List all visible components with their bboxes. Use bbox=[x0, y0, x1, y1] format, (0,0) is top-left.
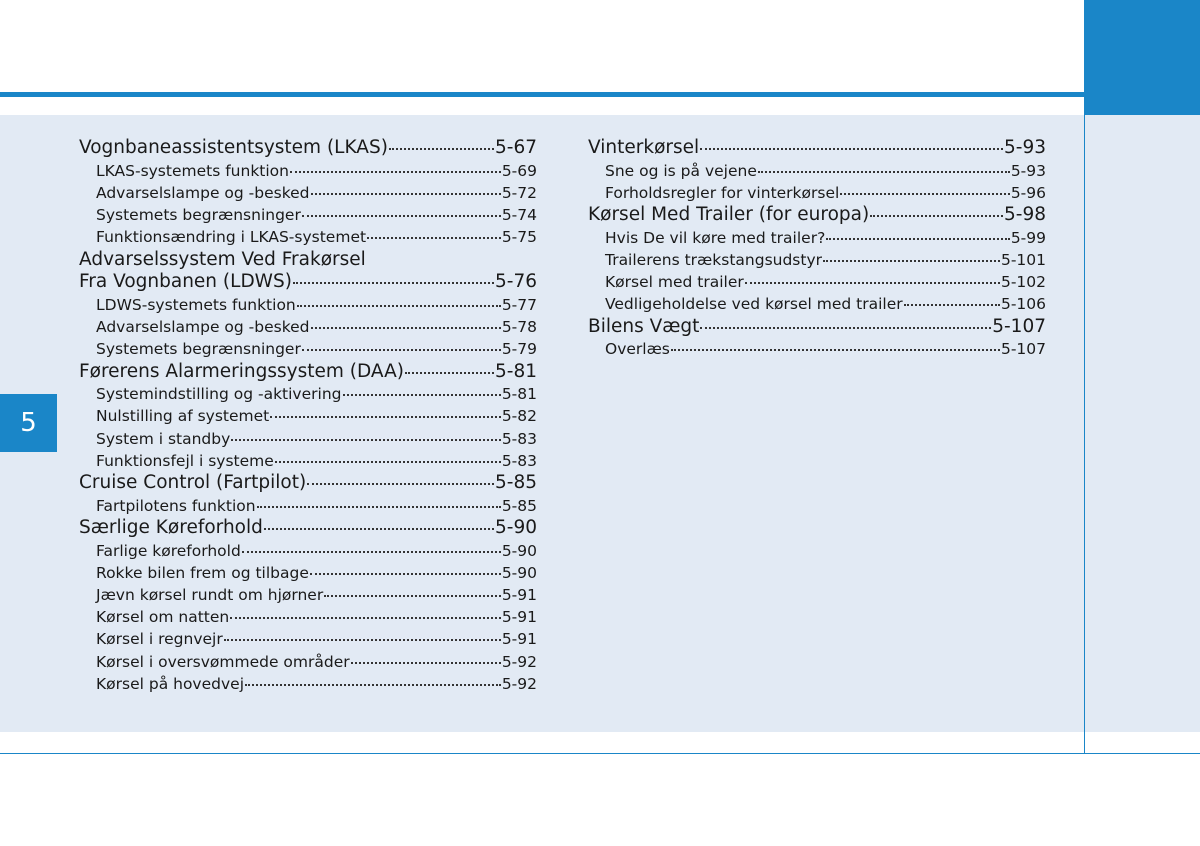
page-number: 5-102 bbox=[1000, 273, 1046, 292]
dot-leader bbox=[275, 461, 501, 463]
dot-leader bbox=[840, 193, 1010, 195]
toc-heading-entry[interactable] bbox=[79, 472, 537, 495]
dot-leader bbox=[745, 282, 1000, 284]
entry-label: Nulstilling af systemet bbox=[96, 407, 270, 426]
entry-label: Forholdsregler for vinterkørsel bbox=[605, 183, 840, 202]
toc-subentry[interactable] bbox=[588, 293, 1046, 315]
dot-leader bbox=[302, 349, 501, 351]
entry-label: Vognbaneassistentsystem (LKAS) bbox=[79, 137, 388, 158]
toc-heading-entry[interactable] bbox=[79, 361, 537, 384]
page-number: 5-93 bbox=[1004, 137, 1046, 158]
entry-label: Kørsel om natten bbox=[96, 608, 230, 627]
dot-leader bbox=[311, 193, 501, 195]
entry-label: Særlige Køreforhold bbox=[79, 516, 263, 538]
entry-label: Advarselslampe og -besked bbox=[96, 183, 310, 202]
dot-leader bbox=[245, 684, 501, 686]
toc-subentry[interactable] bbox=[588, 338, 1046, 360]
dot-leader bbox=[270, 416, 501, 418]
toc-heading-entry[interactable] bbox=[588, 316, 1046, 339]
entry-label: Farlige køreforhold bbox=[96, 541, 241, 560]
dot-leader bbox=[307, 483, 494, 485]
toc-column-left bbox=[79, 137, 537, 695]
dot-leader bbox=[904, 304, 1000, 306]
page-number: 5-69 bbox=[501, 161, 537, 180]
page-number: 5-82 bbox=[501, 407, 537, 426]
page-number: 5-81 bbox=[495, 360, 537, 382]
page-number: 5-99 bbox=[1010, 228, 1046, 247]
entry-label: Kørsel Med Trailer (for europa) bbox=[588, 204, 870, 226]
top-rule bbox=[0, 92, 1084, 97]
dot-leader bbox=[671, 349, 1000, 351]
toc-subentry[interactable] bbox=[79, 316, 537, 338]
entry-label: Førerens Alarmeringssystem (DAA) bbox=[79, 360, 404, 382]
dot-leader bbox=[343, 394, 501, 396]
entry-label: Overlæs bbox=[605, 340, 670, 359]
page-number: 5-67 bbox=[495, 137, 537, 158]
entry-label: Systemindstilling og -aktivering bbox=[96, 385, 342, 404]
page-number: 5-92 bbox=[501, 652, 537, 671]
dot-leader bbox=[389, 148, 494, 150]
bottom-rule bbox=[0, 753, 1200, 754]
dot-leader bbox=[367, 237, 501, 239]
page-number: 5-90 bbox=[501, 541, 537, 560]
toc-subentry[interactable] bbox=[79, 495, 537, 517]
page-number: 5-76 bbox=[495, 271, 537, 293]
entry-label: Hvis De vil køre med trailer? bbox=[605, 228, 826, 247]
page-number: 5-90 bbox=[501, 563, 537, 582]
dot-leader bbox=[297, 305, 501, 307]
dot-leader bbox=[230, 617, 501, 619]
dot-leader bbox=[302, 215, 501, 217]
page-number: 5-90 bbox=[495, 516, 537, 538]
toc-subentry[interactable] bbox=[79, 182, 537, 204]
entry-label: Fartpilotens funktion bbox=[96, 496, 256, 515]
toc-subentry[interactable] bbox=[79, 584, 537, 606]
entry-label: LKAS-systemets funktion bbox=[96, 161, 289, 180]
entry-label: Kørsel i regnvejr bbox=[96, 630, 223, 649]
toc-heading-entry[interactable] bbox=[588, 204, 1046, 227]
toc-subentry[interactable] bbox=[79, 160, 537, 182]
page-number: 5-98 bbox=[1004, 204, 1046, 226]
entry-label: Kørsel med trailer bbox=[605, 273, 744, 292]
dot-leader bbox=[758, 171, 1010, 173]
dot-leader bbox=[310, 573, 501, 575]
toc-subentry[interactable] bbox=[79, 450, 537, 472]
entry-label: Advarselssystem Ved Frakørsel bbox=[79, 248, 366, 270]
dot-leader bbox=[351, 662, 501, 664]
dot-leader bbox=[870, 215, 1003, 217]
toc-heading-entry[interactable] bbox=[79, 137, 537, 160]
dot-leader bbox=[311, 327, 501, 329]
dot-leader bbox=[257, 506, 501, 508]
toc-heading-entry[interactable] bbox=[79, 249, 537, 272]
toc-column-right bbox=[588, 137, 1046, 361]
toc-subentry[interactable] bbox=[79, 204, 537, 226]
entry-label: Cruise Control (Fartpilot) bbox=[79, 472, 307, 494]
dot-leader bbox=[231, 439, 501, 441]
toc-subentry[interactable] bbox=[79, 540, 537, 562]
page-number: 5-78 bbox=[501, 318, 537, 337]
toc-subentry[interactable] bbox=[79, 383, 537, 405]
dot-leader bbox=[700, 327, 991, 329]
toc-subentry[interactable] bbox=[79, 226, 537, 248]
page-number: 5-83 bbox=[501, 451, 537, 470]
page-number: 5-75 bbox=[501, 228, 537, 247]
dot-leader bbox=[293, 282, 494, 284]
entry-label: System i standby bbox=[96, 429, 231, 448]
entry-label: Rokke bilen frem og tilbage bbox=[96, 563, 309, 582]
dot-leader bbox=[264, 528, 494, 530]
toc-subentry[interactable] bbox=[588, 160, 1046, 182]
page-number: 5-96 bbox=[1010, 183, 1046, 202]
page-number: 5-106 bbox=[1000, 295, 1046, 314]
toc-subentry[interactable] bbox=[588, 271, 1046, 293]
toc-subentry[interactable] bbox=[588, 227, 1046, 249]
toc-heading-entry[interactable] bbox=[588, 137, 1046, 160]
toc-heading-entry[interactable] bbox=[79, 271, 537, 294]
dot-leader bbox=[405, 372, 494, 374]
toc-subentry[interactable] bbox=[588, 182, 1046, 204]
page-number: 5-81 bbox=[501, 385, 537, 404]
entry-label: Fra Vognbanen (LDWS) bbox=[79, 271, 292, 293]
dot-leader bbox=[700, 148, 1003, 150]
toc-subentry[interactable] bbox=[79, 294, 537, 316]
page-number: 5-85 bbox=[501, 496, 537, 515]
entry-label: LDWS-systemets funktion bbox=[96, 295, 296, 314]
page-number: 5-85 bbox=[495, 472, 537, 494]
dot-leader bbox=[224, 639, 501, 641]
entry-label: Advarselslampe og -besked bbox=[96, 318, 310, 337]
entry-label: Vedligeholdelse ved kørsel med trailer bbox=[605, 295, 903, 314]
page-number: 5-77 bbox=[501, 295, 537, 314]
toc-subentry[interactable] bbox=[79, 562, 537, 584]
page-number: 5-101 bbox=[1000, 251, 1046, 270]
page-number: 5-91 bbox=[501, 586, 537, 605]
toc-subentry[interactable] bbox=[79, 428, 537, 450]
entry-label: Kørsel i oversvømmede områder bbox=[96, 652, 350, 671]
page-number: 5-107 bbox=[1000, 340, 1046, 359]
side-band bbox=[1085, 115, 1200, 732]
entry-label: Systemets begrænsninger bbox=[96, 340, 301, 359]
entry-label: Vinterkørsel bbox=[588, 137, 700, 158]
corner-block bbox=[1085, 0, 1200, 115]
entry-label: Kørsel på hovedvej bbox=[96, 674, 244, 693]
page-number: 5-72 bbox=[501, 183, 537, 202]
page-number: 5-91 bbox=[501, 608, 537, 627]
page-number: 5-74 bbox=[501, 206, 537, 225]
entry-label: Systemets begrænsninger bbox=[96, 206, 301, 225]
dot-leader bbox=[290, 171, 501, 173]
page-number: 5-79 bbox=[501, 340, 537, 359]
margin-rule bbox=[1084, 0, 1085, 754]
toc-subentry[interactable] bbox=[79, 405, 537, 427]
entry-label: Sne og is på vejene bbox=[605, 161, 757, 180]
dot-leader bbox=[823, 260, 1000, 262]
page-number: 5-107 bbox=[992, 315, 1046, 337]
toc-subentry[interactable] bbox=[79, 628, 537, 650]
page-number: 5-83 bbox=[501, 429, 537, 448]
toc-subentry[interactable] bbox=[79, 338, 537, 360]
entry-label: Funktionsfejl i systeme bbox=[96, 451, 274, 470]
dot-leader bbox=[324, 595, 501, 597]
entry-label: Bilens Vægt bbox=[588, 315, 700, 337]
chapter-tab[interactable] bbox=[0, 394, 57, 452]
entry-label: Jævn kørsel rundt om hjørner bbox=[96, 586, 324, 605]
toc-subentry[interactable] bbox=[588, 249, 1046, 271]
toc-subentry[interactable] bbox=[79, 606, 537, 628]
entry-label: Trailerens trækstangsudstyr bbox=[605, 251, 822, 270]
toc-heading-entry[interactable] bbox=[79, 517, 537, 540]
dot-leader bbox=[826, 238, 1010, 240]
entry-label: Funktionsændring i LKAS-systemet bbox=[96, 228, 367, 247]
chapter-number: 5 bbox=[20, 408, 37, 438]
toc-subentry[interactable] bbox=[79, 651, 537, 673]
page-number: 5-91 bbox=[501, 630, 537, 649]
toc-subentry[interactable] bbox=[79, 673, 537, 695]
page-number: 5-92 bbox=[501, 674, 537, 693]
dot-leader bbox=[242, 551, 501, 553]
page-number: 5-93 bbox=[1010, 161, 1046, 180]
